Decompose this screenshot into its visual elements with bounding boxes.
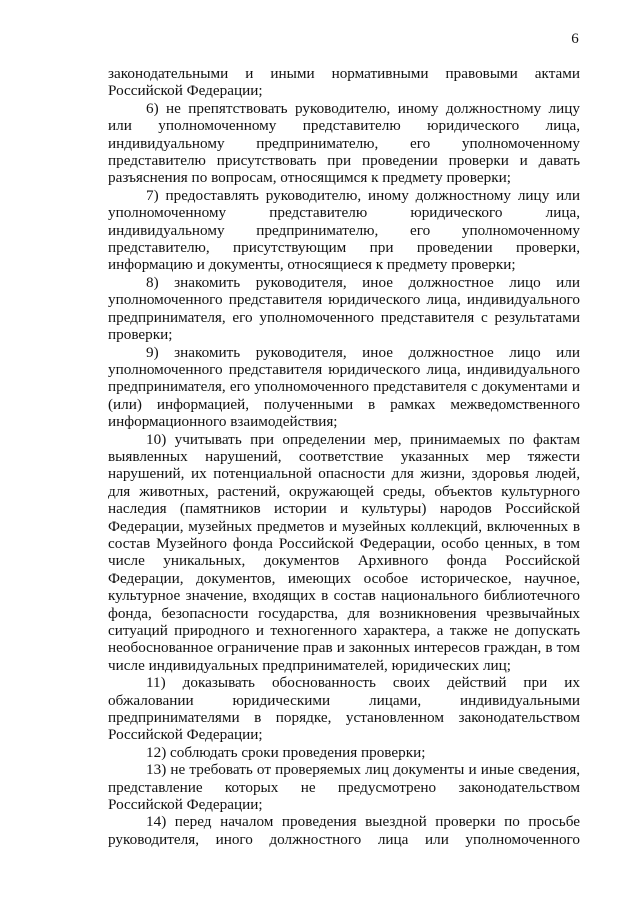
paragraph-item-13: 13) не требовать от проверяемых лиц документы и иные сведения, представление которых не предусмотрено законодательством Российской Федерации;: [108, 761, 580, 814]
paragraph-item-9: 9) знакомить руководителя, иное должностное лицо или уполномоченного представителя юридического лица, индивидуального предпринимателя, его уполномоченного представителя с документами и (или) информацией, полученными в рамках межведомственного информационного взаимодействия;: [108, 343, 580, 431]
paragraph-item-11: 11) доказывать обоснованность своих действий при их обжаловании юридическими лицами, индивидуальными предпринимателями в порядке, установленном законодательством Российской Федерации;: [108, 674, 580, 744]
paragraph-item-10: 10) учитывать при определении мер, принимаемых по фактам выявленных нарушений, соответствие указанных мер тяжести нарушений, их потенциальной опасности для жизни, здоровья людей, для животных, растений, окружающей среды, объектов культурного наследия (памятников истории и культуры) народов Российской Федерации, музейных предметов и музейных коллекций, включенных в состав Музейного фонда Российской Федерации, особо ценных, в том числе уникальных, документов Архивного фонда Российской Федерации, документов, имеющих особое историческое, научное, культурное значение, входящих в состав национального библиотечного фонда, безопасности государства, для возникновения чрезвычайных ситуаций природного и техногенного характера, а также не допускать необоснованное ограничение прав и законных интересов граждан, в том числе индивидуальных предпринимателей, юридических лиц;: [108, 430, 580, 674]
paragraph-item-12: 12) соблюдать сроки проведения проверки;: [146, 743, 426, 761]
paragraph-continuation: законодательными и иными нормативными правовыми актами Российской Федерации;: [108, 65, 580, 100]
document-body: [108, 65, 580, 848]
paragraph-item-14: 14) перед началом проведения выездной проверки по просьбе руководителя, иного должностного лица или уполномоченного: [108, 813, 580, 848]
paragraph-item-6: 6) не препятствовать руководителю, иному должностному лицу или уполномоченному представителю юридического лица, индивидуальному предпринимателю, его уполномоченному представителю присутствовать при проведении проверки и давать разъяснения по вопросам, относящимся к предмету проверки;: [108, 99, 580, 187]
paragraph-item-8: 8) знакомить руководителя, иное должностное лицо или уполномоченного представителя юридического лица, индивидуального предпринимателя, его уполномоченного представителя с результатами проверки;: [108, 273, 580, 344]
paragraph-item-7: 7) предоставлять руководителю, иному должностному лицу или уполномоченному представителю юридического лица, индивидуальному предпринимателю, его уполномоченному представителю, присутствующим при проведении проверки, информацию и документы, относящиеся к предмету проверки;: [108, 186, 580, 274]
page-number: 6: [571, 31, 579, 47]
